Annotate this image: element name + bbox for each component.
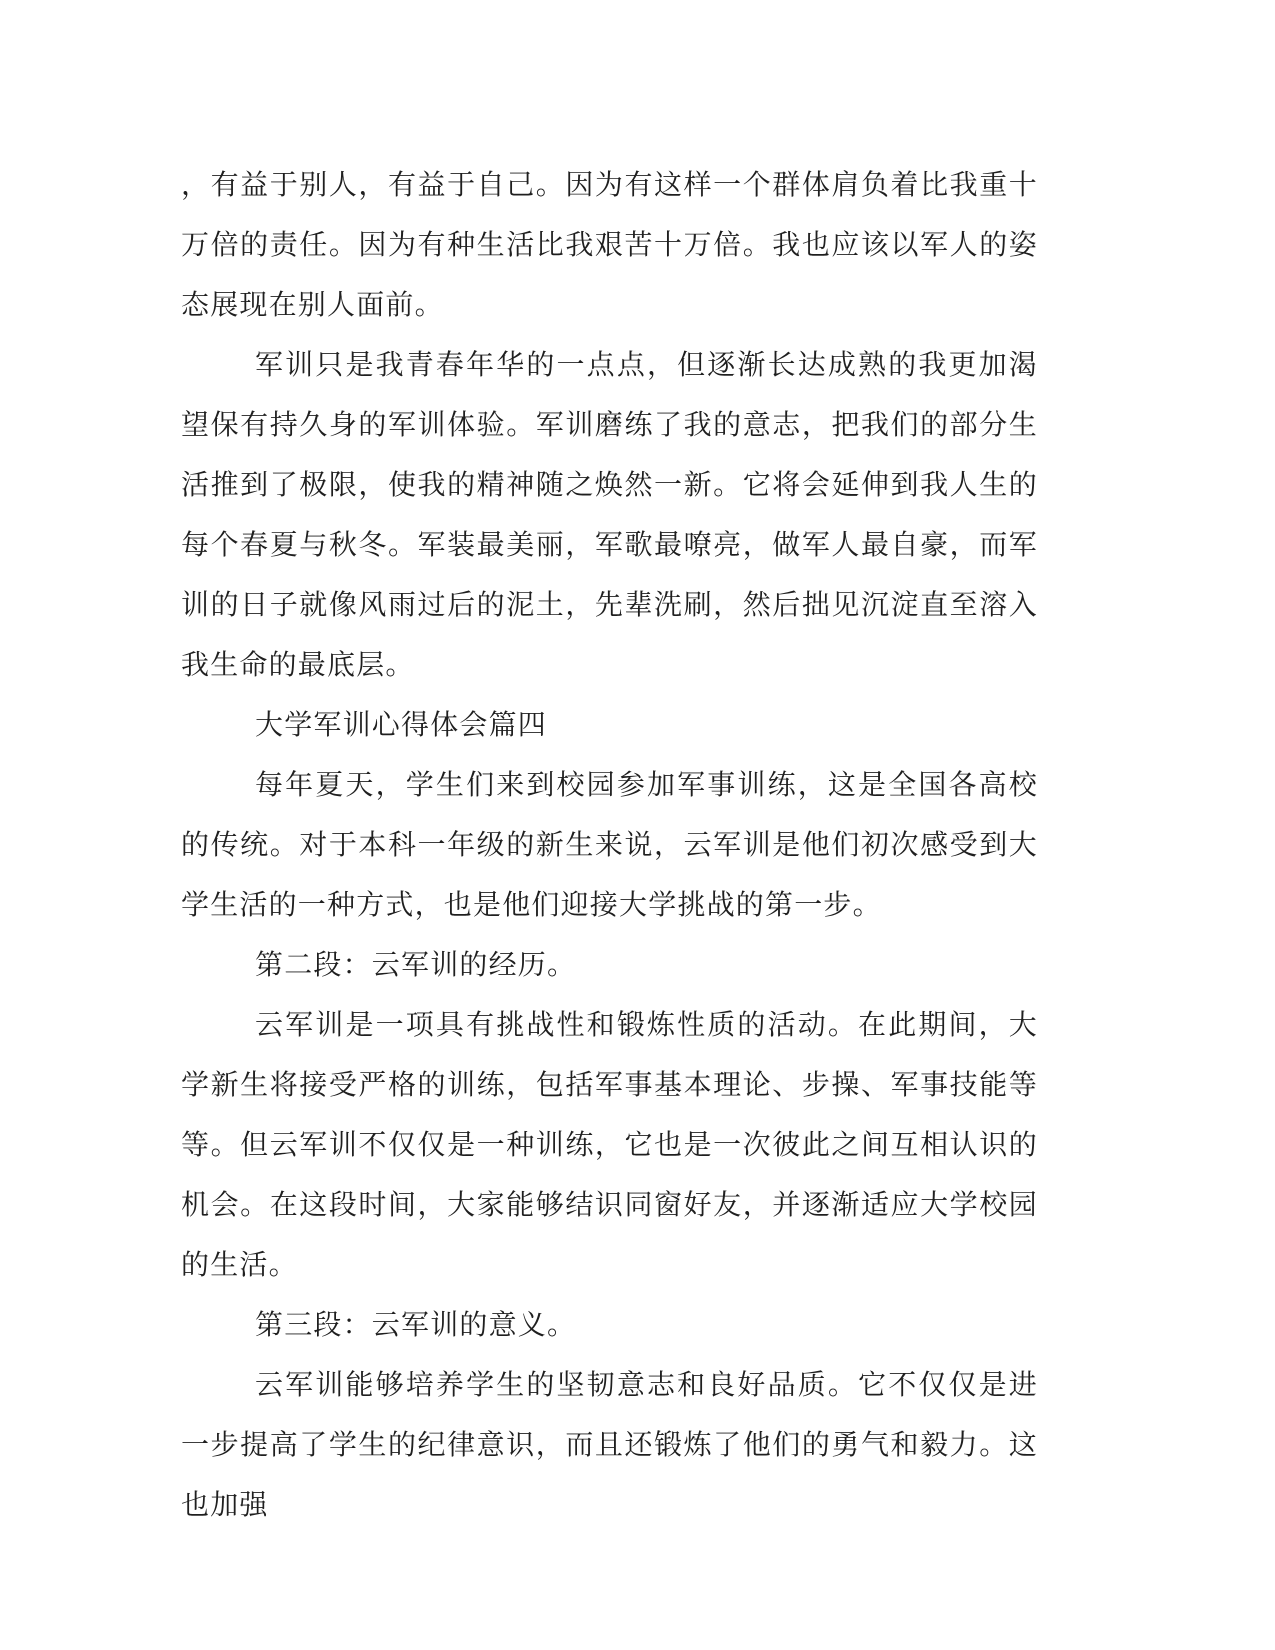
document-body — [181, 155, 1038, 1535]
paragraph: 云军训能够培养学生的坚韧意志和良好品质。它不仅仅是进一步提高了学生的纪律意识，而且还锻炼了他们的勇气和毅力。这也加强 — [181, 1368, 1038, 1521]
section-heading: 大学军训心得体会篇四 — [255, 708, 548, 741]
paragraph: 云军训是一项具有挑战性和锻炼性质的活动。在此期间，大学新生将接受严格的训练，包括军事基本理论、步操、军事技能等等。但云军训不仅仅是一种训练，它也是一次彼此之间互相认识的机会。在这段时间，大家能够结识同窗好友，并逐渐适应大学校园的生活。 — [181, 1008, 1038, 1281]
subsection-heading: 第三段：云军训的意义。 — [255, 1308, 577, 1341]
paragraph-continuation: ，有益于别人，有益于自己。因为有这样一个群体肩负着比我重十万倍的责任。因为有种生活比我艰苦十万倍。我也应该以军人的姿态展现在别人面前。 — [181, 168, 1038, 321]
paragraph: 军训只是我青春年华的一点点，但逐渐长达成熟的我更加渴望保有持久身的军训体验。军训磨练了我的意志，把我们的部分生活推到了极限，使我的精神随之焕然一新。它将会延伸到我人生的每个春夏与秋冬。军装最美丽，军歌最嘹亮，做军人最自豪，而军训的日子就像风雨过后的泥土，先辈洗刷，然后拙见沉淀直至溶入我生命的最底层。 — [181, 348, 1038, 681]
paragraph: 每年夏天，学生们来到校园参加军事训练，这是全国各高校的传统。对于本科一年级的新生来说，云军训是他们初次感受到大学生活的一种方式，也是他们迎接大学挑战的第一步。 — [181, 768, 1038, 921]
subsection-heading: 第二段：云军训的经历。 — [255, 948, 577, 981]
